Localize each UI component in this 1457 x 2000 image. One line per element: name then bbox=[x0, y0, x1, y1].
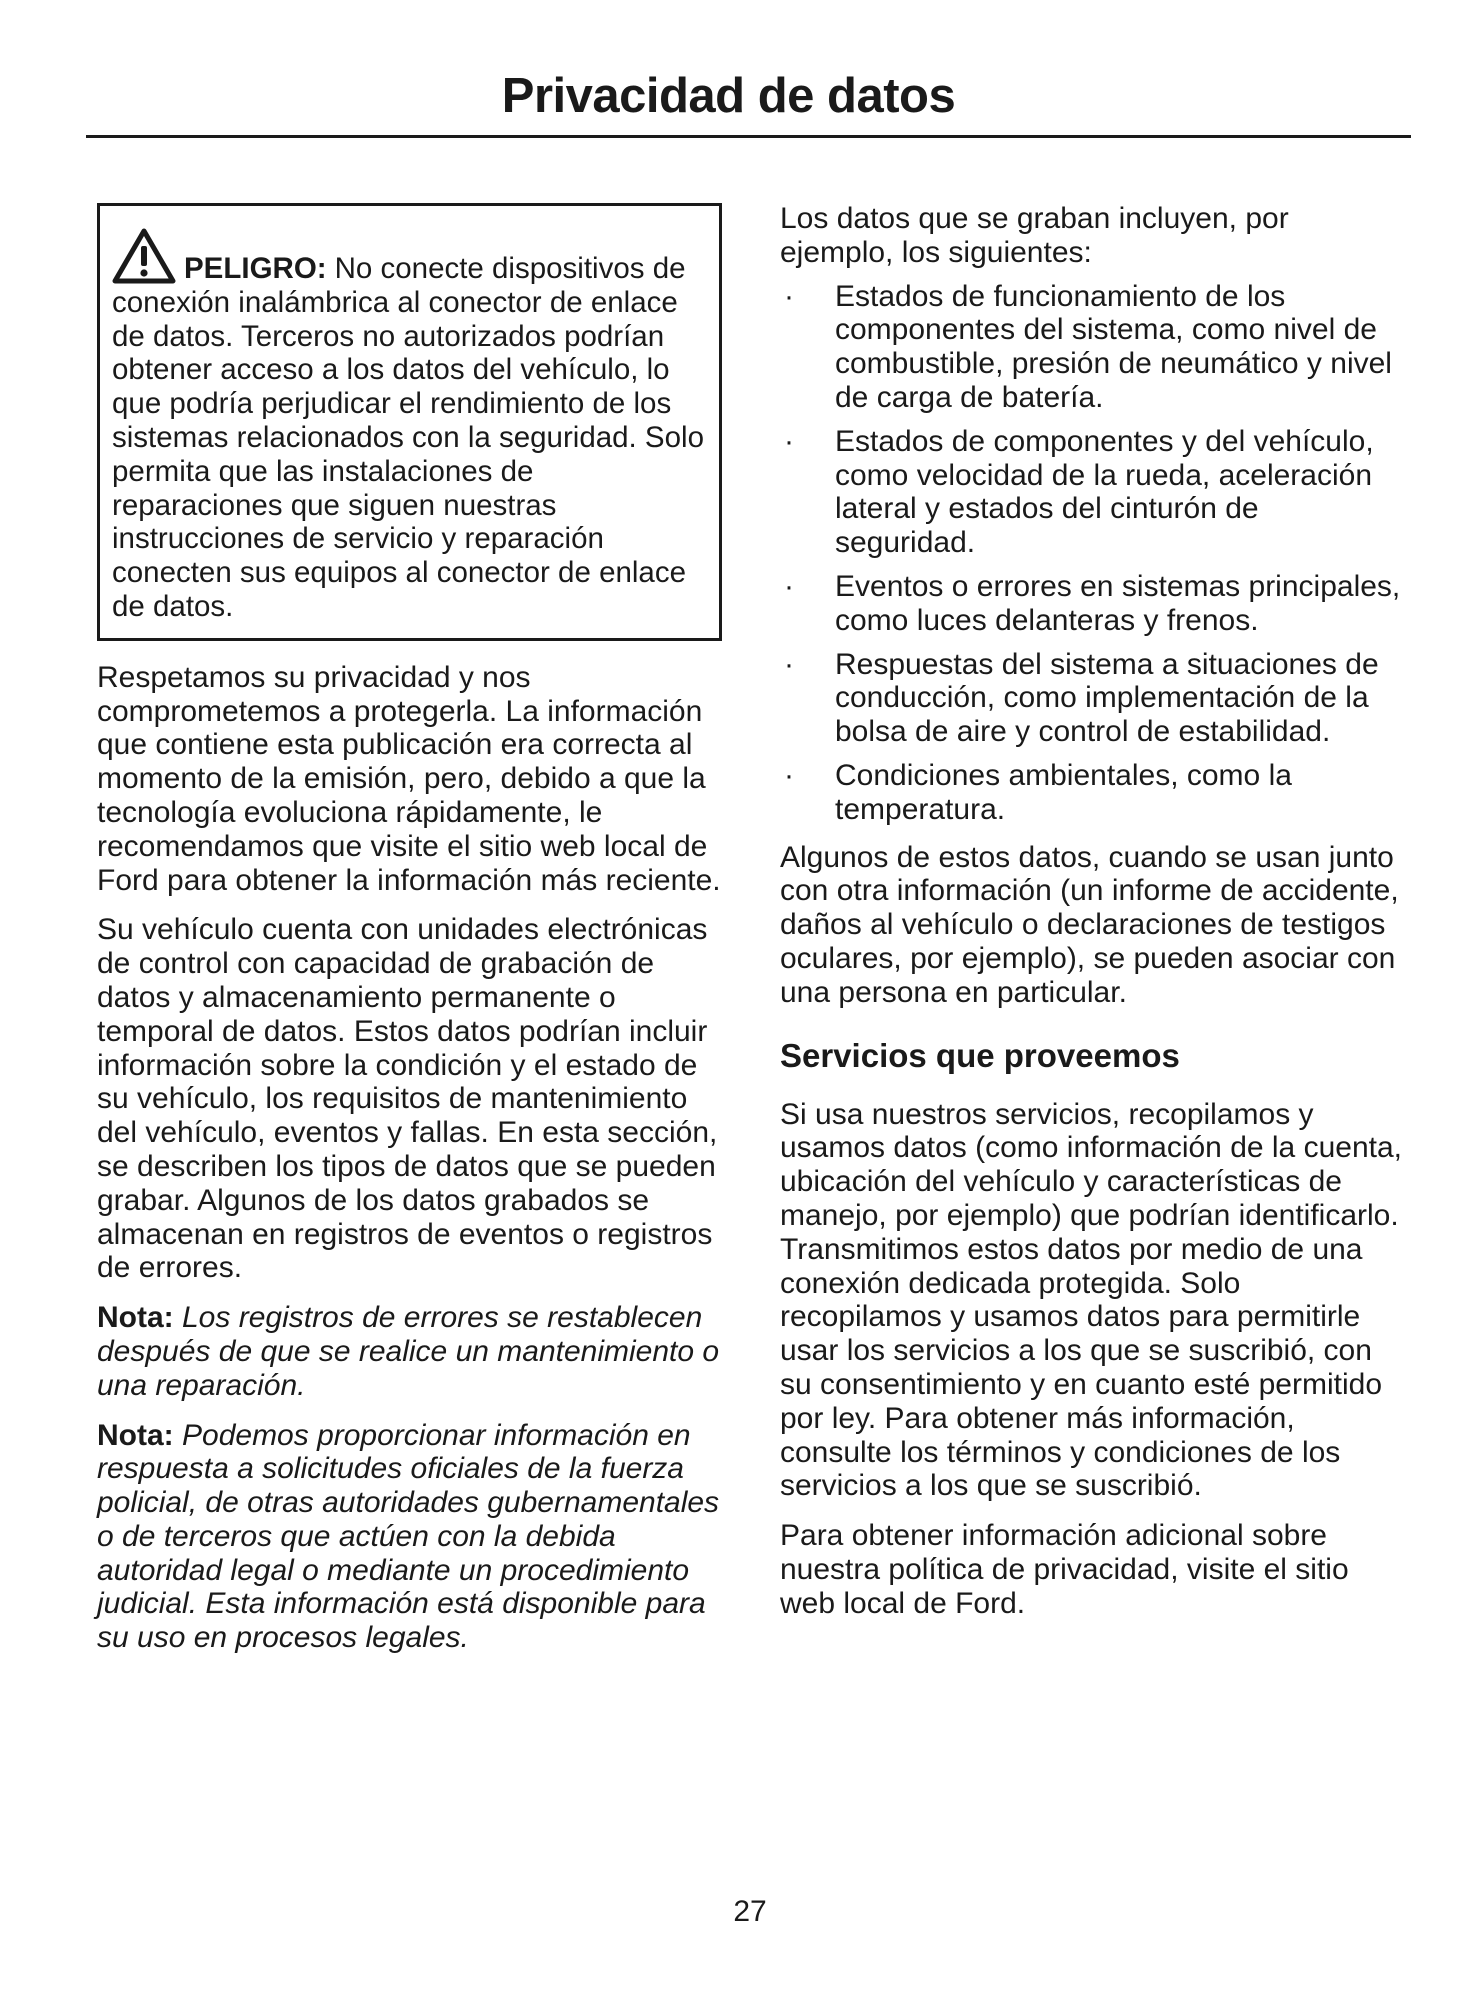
list-item-text: Estados de componentes y del vehículo, como velocidad de la rueda, aceleración lateral y estados del cinturón de seguridad. bbox=[835, 424, 1374, 560]
services-heading: Servicios que proveemos bbox=[780, 1036, 1180, 1074]
list-item bbox=[780, 759, 1405, 827]
note-label: Nota: bbox=[97, 1301, 174, 1335]
warning-triangle-icon bbox=[112, 228, 176, 284]
danger-text: No conecte dispositivos de conexión inalámbrica al conector de enlace de datos. Terceros no autorizados podrían obtener acceso a los datos del vehículo, lo que podría perjudicar el rendimiento de los sistemas relacionados con la seguridad. Solo permita que las instalaciones de reparaciones que siguen nuestras instrucciones de servicio y reparación conecten sus equipos al conector de enlace de datos. bbox=[112, 252, 704, 623]
note-authorities bbox=[97, 1419, 722, 1656]
title-divider bbox=[86, 135, 1411, 138]
recorded-data-intro: Los datos que se graban incluyen, por ejemplo, los siguientes: bbox=[780, 202, 1289, 269]
note-text: Los registros de errores se restablecen después de que se realice un mantenimiento o una reparación. bbox=[97, 1301, 720, 1402]
note-errors bbox=[97, 1301, 722, 1402]
danger-heading bbox=[112, 228, 335, 286]
recorded-data-list bbox=[780, 280, 1405, 827]
list-item-text: Eventos o errores en sistemas principales, como luces delanteras y frenos. bbox=[835, 569, 1401, 637]
bullet-icon: · bbox=[784, 758, 794, 792]
personal-data-paragraph: Algunos de estos datos, cuando se usan junto con otra información (un informe de accidente, daños al vehículo o declaraciones de testigos oculares, por ejemplo), se pueden asociar con una persona en particular. bbox=[780, 840, 1399, 1009]
bullet-icon: · bbox=[784, 569, 794, 603]
right-column bbox=[780, 202, 1405, 1636]
left-column bbox=[97, 200, 722, 1671]
list-item-text: Respuestas del sistema a situaciones de conducción, como implementación de la bolsa de aire y control de estabilidad. bbox=[835, 647, 1379, 749]
danger-label: PELIGRO: bbox=[184, 252, 327, 285]
bullet-icon: · bbox=[784, 279, 794, 313]
bullet-icon: · bbox=[784, 424, 794, 458]
danger-warning-box bbox=[97, 203, 722, 641]
list-item bbox=[780, 425, 1405, 560]
list-item-text: Condiciones ambientales, como la temperatura. bbox=[835, 758, 1292, 826]
note-text: Podemos proporcionar información en respuesta a solicitudes oficiales de la fuerza policial, de otras autoridades gubernamentales o de terceros que actúen con la debida autoridad legal o mediante un procedimiento judicial. Esta información está disponible para su uso en procesos legales. bbox=[97, 1418, 720, 1655]
services-paragraph: Si usa nuestros servicios, recopilamos y usamos datos (como información de la cuenta, ubicación del vehículo y características de manejo, por ejemplo) que podrían identificarlo. Transmitimos estos datos por medio de una conexión dedicada protegida. Solo recopilamos y usamos datos para permitirle usar los servicios a los que se suscribió, con su consentimiento y en cuanto esté permitido por ley. Para obtener más información, consulte los términos y condiciones de los servicios a los que se suscribió. bbox=[780, 1097, 1402, 1503]
privacy-policy-paragraph: Para obtener información adicional sobre nuestra política de privacidad, visite el sitio web local de Ford. bbox=[780, 1519, 1349, 1620]
list-item-text: Estados de funcionamiento de los componentes del sistema, como nivel de combustible, presión de neumático y nivel de carga de batería. bbox=[835, 279, 1392, 414]
list-item bbox=[780, 570, 1405, 638]
privacy-paragraph: Respetamos su privacidad y nos comprometemos a protegerla. La información que contiene esta publicación era correcta al momento de la emisión, pero, debido a que la tecnología evoluciona rápidamente, le recomendamos que visite el sitio web local de Ford para obtener la información más reciente. bbox=[97, 660, 721, 897]
list-item bbox=[780, 648, 1405, 749]
list-item bbox=[780, 280, 1405, 415]
data-recording-paragraph: Su vehículo cuenta con unidades electrónicas de control con capacidad de grabación de datos y almacenamiento permanente o temporal de datos. Estos datos podrían incluir información sobre la condición y el estado de su vehículo, los requisitos de mantenimiento del vehículo, eventos y fallas. En esta sección, se describen los tipos de datos que se pueden grabar. Algunos de los datos grabados se almacenan en registros de eventos o registros de errores. bbox=[97, 913, 718, 1285]
bullet-icon: · bbox=[784, 647, 794, 681]
page-number: 27 bbox=[733, 1895, 767, 1928]
note-label: Nota: bbox=[97, 1418, 174, 1452]
page-title: Privacidad de datos bbox=[501, 69, 956, 123]
